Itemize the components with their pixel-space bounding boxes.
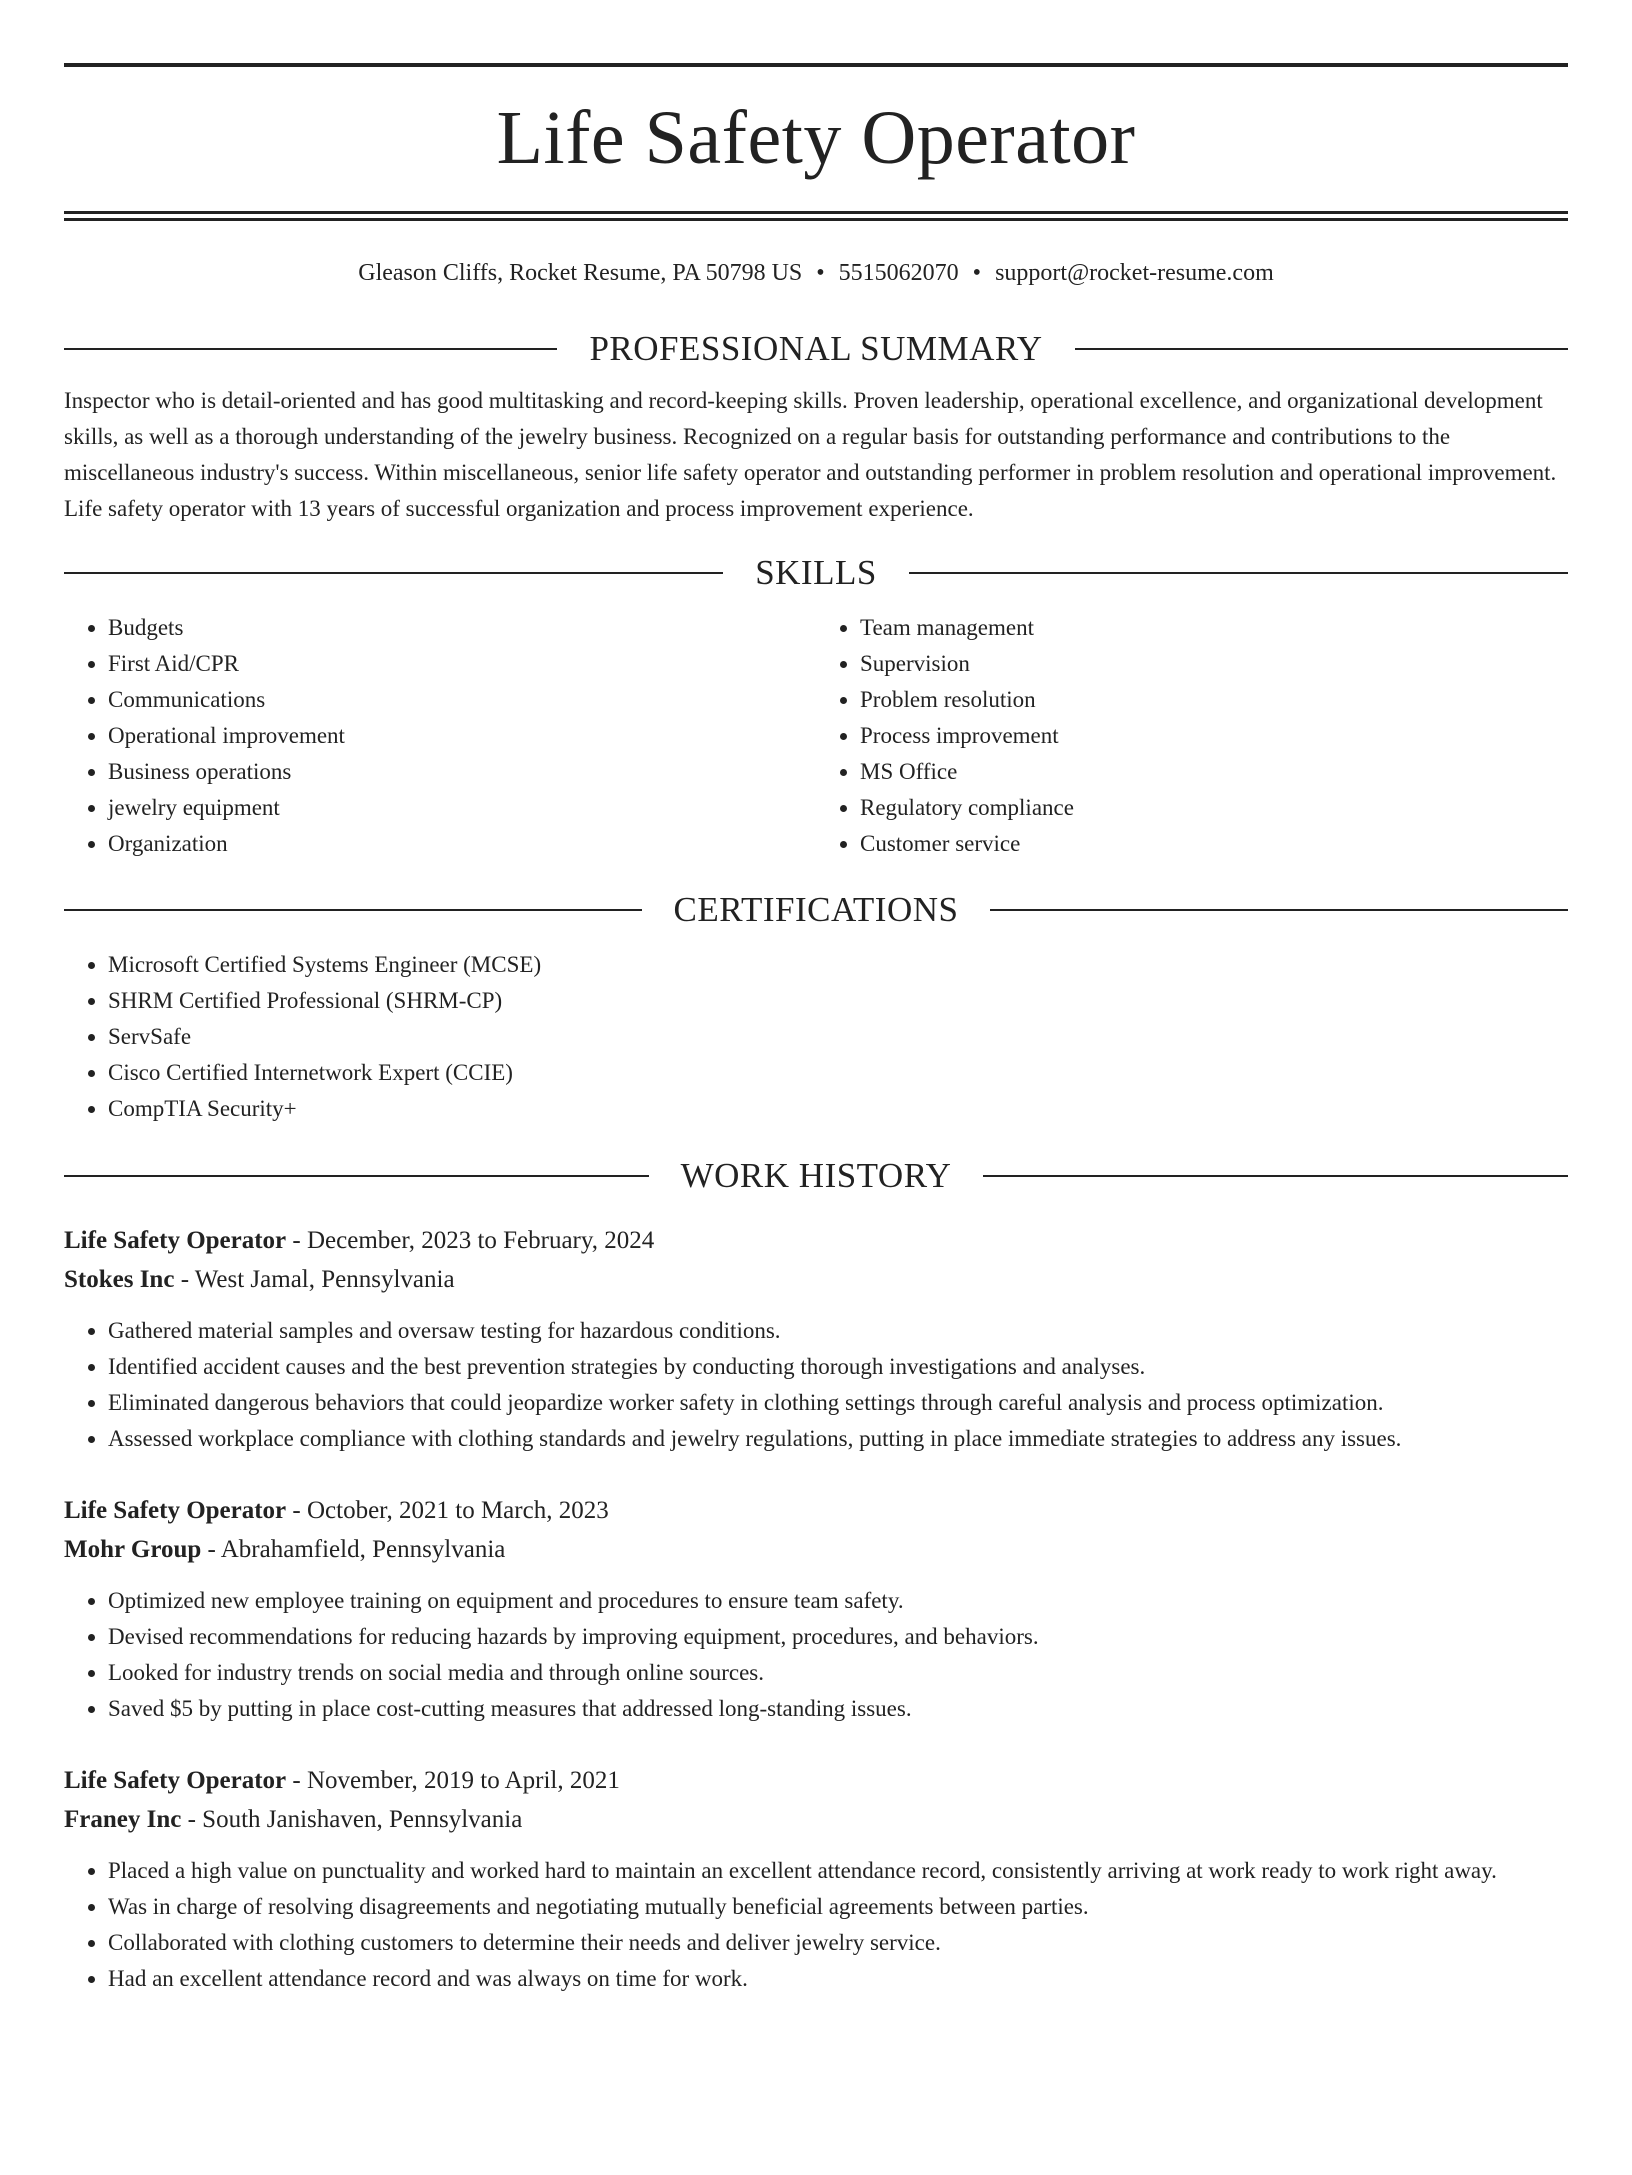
- skill-item: • Supervision: [860, 646, 1568, 682]
- skill-item: • MS Office: [860, 754, 1568, 790]
- contact-phone: 5515062070: [838, 260, 959, 286]
- skill-item: • Team management: [860, 610, 1568, 646]
- skills-list-left: [64, 610, 816, 862]
- skill-item: • jewelry equipment: [108, 790, 816, 826]
- skills-list-right: [816, 610, 1568, 862]
- job-bullet: • Looked for industry trends on social media and through online sources.: [108, 1655, 1568, 1691]
- heading-rule-right: [909, 572, 1568, 574]
- job-company: Mohr Group: [64, 1536, 202, 1563]
- skill-item: • Regulatory compliance: [860, 790, 1568, 826]
- job-bullet: • Devised recommendations for reducing hazards by improving equipment, procedures, and behaviors.: [108, 1619, 1568, 1655]
- job-company-line: [64, 1800, 1568, 1839]
- summary-heading: PROFESSIONAL SUMMARY: [589, 329, 1043, 368]
- job-bullets: [64, 1583, 1568, 1727]
- job-location: - West Jamal, Pennsylvania: [174, 1266, 455, 1293]
- heading-rule-left: [64, 348, 557, 350]
- skill-item: • Organization: [108, 826, 816, 862]
- work-section-heading: [64, 1156, 1568, 1196]
- certification-item: • Cisco Certified Internetwork Expert (CCIE): [108, 1055, 1568, 1091]
- job-bullets: [64, 1853, 1568, 1997]
- contact-email[interactable]: support@rocket-resume.com: [995, 260, 1274, 286]
- job-company: Franey Inc: [64, 1806, 182, 1833]
- job-bullet: • Had an excellent attendance record and was always on time for work.: [108, 1961, 1568, 1997]
- job-company-line: [64, 1530, 1568, 1569]
- contact-separator: •: [816, 260, 825, 286]
- job-entry: [64, 1761, 1568, 1997]
- contact-line: [64, 258, 1568, 288]
- job-entry: [64, 1221, 1568, 1457]
- skill-item: • Customer service: [860, 826, 1568, 862]
- contact-address: Gleason Cliffs, Rocket Resume, PA 50798 US: [358, 260, 803, 286]
- skill-item: • Communications: [108, 682, 816, 718]
- certification-item: • Microsoft Certified Systems Engineer (MCSE): [108, 947, 1568, 983]
- job-title-line: [64, 1491, 1568, 1530]
- skills-columns: [64, 610, 1568, 862]
- job-bullet: • Eliminated dangerous behaviors that could jeopardize worker safety in clothing settings through careful analysis and process optimization.: [108, 1385, 1568, 1421]
- heading-rule-left: [64, 572, 723, 574]
- top-rule: [64, 63, 1568, 67]
- resume-title: Life Safety Operator: [496, 96, 1136, 180]
- skills-section-heading: [64, 553, 1568, 593]
- job-dates: - November, 2019 to April, 2021: [286, 1767, 620, 1794]
- job-location: - Abrahamfield, Pennsylvania: [201, 1536, 506, 1563]
- title-double-rule: [64, 211, 1568, 221]
- job-bullet: • Collaborated with clothing customers to determine their needs and deliver jewelry service.: [108, 1925, 1568, 1961]
- job-company-line: [64, 1260, 1568, 1299]
- job-bullets: [64, 1313, 1568, 1457]
- job-title: Life Safety Operator: [64, 1227, 287, 1254]
- skill-item: • Business operations: [108, 754, 816, 790]
- certifications-heading: CERTIFICATIONS: [673, 890, 959, 929]
- job-title: Life Safety Operator: [64, 1497, 287, 1524]
- heading-rule-left: [64, 909, 642, 911]
- resume-page: [0, 63, 1632, 2175]
- skill-item: • Budgets: [108, 610, 816, 646]
- job-title-line: [64, 1761, 1568, 1800]
- work-heading: WORK HISTORY: [680, 1156, 952, 1195]
- job-location: - South Janishaven, Pennsylvania: [181, 1806, 523, 1833]
- heading-rule-right: [1075, 348, 1568, 350]
- heading-rule-left: [64, 1175, 649, 1177]
- skill-item: • Operational improvement: [108, 718, 816, 754]
- skills-heading: SKILLS: [755, 553, 877, 592]
- job-company: Stokes Inc: [64, 1266, 175, 1293]
- skill-item: • Process improvement: [860, 718, 1568, 754]
- summary-text: Inspector who is detail-oriented and has good multitasking and record-keeping skills. Proven leadership, operational excellence, and organizational development skills, as well as a thorough understanding of the jewelry business. Recognized on a regular basis for outstanding performance and contributions to the miscellaneous industry's success. Within miscellaneous, senior life safety operator and outstanding performer in problem resolution and operational improvement. Life safety operator with 13 years of successful organization and process improvement experience.: [64, 388, 1557, 521]
- skill-item: • Problem resolution: [860, 682, 1568, 718]
- job-dates: - December, 2023 to February, 2024: [286, 1227, 655, 1254]
- job-bullet: • Gathered material samples and oversaw testing for hazardous conditions.: [108, 1313, 1568, 1349]
- job-entry: [64, 1491, 1568, 1727]
- certifications-list: [64, 947, 1568, 1127]
- job-bullet: • Optimized new employee training on equipment and procedures to ensure team safety.: [108, 1583, 1568, 1619]
- job-bullet: • Identified accident causes and the best prevention strategies by conducting thorough investigations and analyses.: [108, 1349, 1568, 1385]
- job-bullet: • Saved $5 by putting in place cost-cutting measures that addressed long-standing issues.: [108, 1691, 1568, 1727]
- certification-item: • SHRM Certified Professional (SHRM-CP): [108, 983, 1568, 1019]
- certifications-section-heading: [64, 890, 1568, 930]
- heading-rule-right: [983, 1175, 1568, 1177]
- job-title-line: [64, 1221, 1568, 1260]
- summary-section-heading: [64, 329, 1568, 369]
- contact-separator: •: [972, 260, 982, 286]
- heading-rule-right: [990, 909, 1568, 911]
- job-bullet: • Assessed workplace compliance with clothing standards and jewelry regulations, putting in place immediate strategies to address any issues.: [108, 1421, 1568, 1457]
- certification-item: • CompTIA Security+: [108, 1091, 1568, 1127]
- job-bullet: • Was in charge of resolving disagreements and negotiating mutually beneficial agreements between parties.: [108, 1889, 1568, 1925]
- job-title: Life Safety Operator: [64, 1767, 287, 1794]
- job-bullet: • Placed a high value on punctuality and worked hard to maintain an excellent attendance record, consistently arriving at work ready to work right away.: [108, 1853, 1568, 1889]
- skill-item: • First Aid/CPR: [108, 646, 816, 682]
- certification-item: • ServSafe: [108, 1019, 1568, 1055]
- job-dates: - October, 2021 to March, 2023: [286, 1497, 609, 1524]
